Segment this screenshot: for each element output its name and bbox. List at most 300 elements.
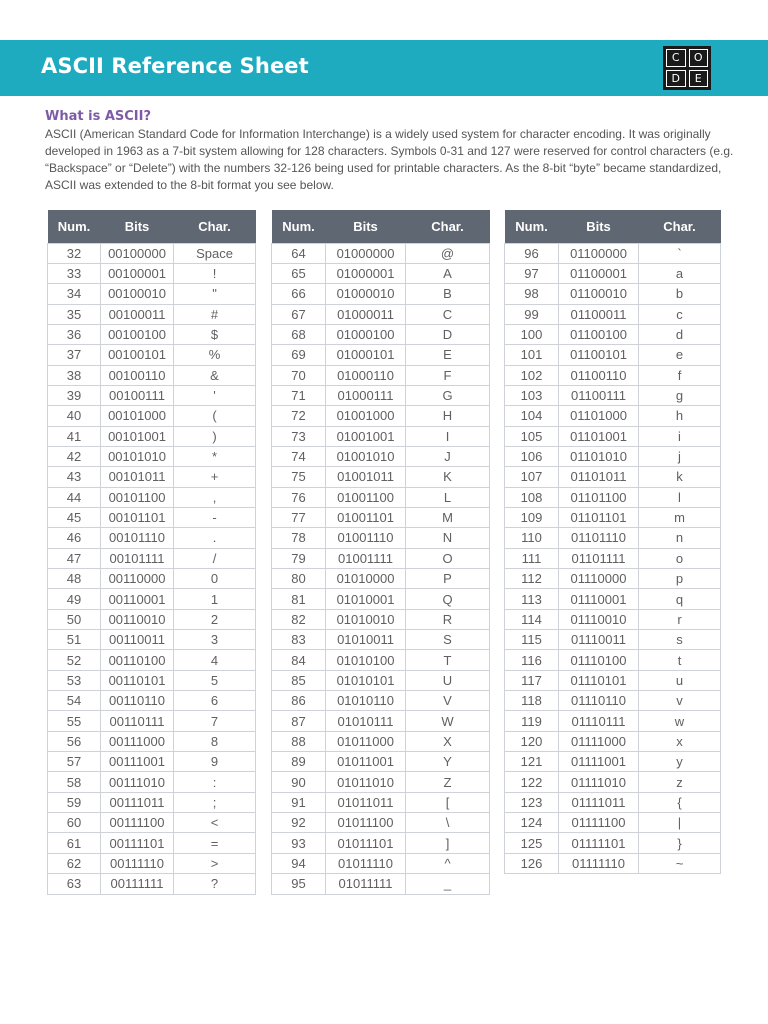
cell-bits: 01010001 bbox=[326, 589, 406, 609]
cell-bits: 00100111 bbox=[101, 385, 174, 405]
cell-bits: 01011111 bbox=[326, 874, 406, 894]
table-row bbox=[48, 711, 256, 731]
cell-char: b bbox=[639, 284, 721, 304]
cell-num: 58 bbox=[48, 772, 101, 792]
table-row bbox=[48, 365, 256, 385]
cell-num: 94 bbox=[272, 853, 326, 873]
cell-char: " bbox=[174, 284, 256, 304]
cell-num: 81 bbox=[272, 589, 326, 609]
cell-bits: 01011001 bbox=[326, 752, 406, 772]
cell-char: X bbox=[406, 731, 490, 751]
cell-bits: 00100100 bbox=[101, 324, 174, 344]
cell-bits: 01000100 bbox=[326, 324, 406, 344]
cell-char: x bbox=[639, 731, 721, 751]
cell-bits: 01011100 bbox=[326, 813, 406, 833]
cell-bits: 00110111 bbox=[101, 711, 174, 731]
cell-char: s bbox=[639, 630, 721, 650]
table-row bbox=[272, 691, 490, 711]
cell-num: 67 bbox=[272, 304, 326, 324]
cell-bits: 01101010 bbox=[559, 446, 639, 466]
cell-num: 125 bbox=[505, 833, 559, 853]
cell-num: 123 bbox=[505, 792, 559, 812]
cell-bits: 00101111 bbox=[101, 548, 174, 568]
table-row bbox=[272, 670, 490, 690]
table-row bbox=[48, 284, 256, 304]
intro-heading: What is ASCII? bbox=[45, 109, 152, 124]
cell-bits: 01010000 bbox=[326, 569, 406, 589]
cell-char: 2 bbox=[174, 609, 256, 629]
table-row bbox=[272, 528, 490, 548]
cell-num: 121 bbox=[505, 752, 559, 772]
table-row bbox=[272, 284, 490, 304]
cell-char: @ bbox=[406, 243, 490, 263]
cell-bits: 01011010 bbox=[326, 772, 406, 792]
cell-num: 91 bbox=[272, 792, 326, 812]
column-header-bits: Bits bbox=[559, 210, 639, 243]
table-row bbox=[272, 426, 490, 446]
cell-bits: 01110101 bbox=[559, 670, 639, 690]
cell-char: ' bbox=[174, 385, 256, 405]
cell-num: 49 bbox=[48, 589, 101, 609]
cell-num: 111 bbox=[505, 548, 559, 568]
cell-char: ? bbox=[174, 874, 256, 894]
cell-bits: 00111011 bbox=[101, 792, 174, 812]
cell-bits: 01010101 bbox=[326, 670, 406, 690]
cell-bits: 00110011 bbox=[101, 630, 174, 650]
cell-char: J bbox=[406, 446, 490, 466]
cell-char: P bbox=[406, 569, 490, 589]
cell-char: T bbox=[406, 650, 490, 670]
cell-bits: 01110100 bbox=[559, 650, 639, 670]
table-row bbox=[272, 385, 490, 405]
cell-bits: 01110010 bbox=[559, 609, 639, 629]
cell-num: 36 bbox=[48, 324, 101, 344]
logo-letter: O bbox=[689, 49, 709, 67]
cell-bits: 00111110 bbox=[101, 853, 174, 873]
cell-bits: 00101000 bbox=[101, 406, 174, 426]
logo-letter: C bbox=[666, 49, 686, 67]
table-row bbox=[505, 589, 721, 609]
cell-char: W bbox=[406, 711, 490, 731]
table-row bbox=[272, 650, 490, 670]
cell-num: 87 bbox=[272, 711, 326, 731]
cell-char: A bbox=[406, 263, 490, 283]
cell-num: 105 bbox=[505, 426, 559, 446]
cell-bits: 00100000 bbox=[101, 243, 174, 263]
cell-bits: 00111000 bbox=[101, 731, 174, 751]
cell-char: B bbox=[406, 284, 490, 304]
column-header-char: Char. bbox=[406, 210, 490, 243]
cell-bits: 01001010 bbox=[326, 446, 406, 466]
cell-num: 35 bbox=[48, 304, 101, 324]
cell-char: [ bbox=[406, 792, 490, 812]
cell-char: ! bbox=[174, 263, 256, 283]
cell-num: 64 bbox=[272, 243, 326, 263]
cell-num: 118 bbox=[505, 691, 559, 711]
cell-char: v bbox=[639, 691, 721, 711]
cell-num: 114 bbox=[505, 609, 559, 629]
intro-paragraph: ASCII (American Standard Code for Information Interchange) is a widely used system for character encoding. It was originally developed in 1963 as a 7-bit system allowing for 128 characters. Symbols 0-31 and 127 were reserved for control characters (e.g. “Backspace” or “Delete”) with the numbers 32-126 being used for printable characters. As the 8-bit “byte” became standardized, ASCII was extended to the 8-bit format you see below. bbox=[45, 127, 734, 192]
cell-num: 69 bbox=[272, 345, 326, 365]
cell-num: 32 bbox=[48, 243, 101, 263]
table-row bbox=[505, 711, 721, 731]
cell-num: 51 bbox=[48, 630, 101, 650]
cell-char: . bbox=[174, 528, 256, 548]
table-row bbox=[505, 406, 721, 426]
cell-num: 104 bbox=[505, 406, 559, 426]
cell-bits: 01001101 bbox=[326, 507, 406, 527]
table-row bbox=[505, 426, 721, 446]
table-row bbox=[272, 711, 490, 731]
cell-num: 74 bbox=[272, 446, 326, 466]
cell-char: ] bbox=[406, 833, 490, 853]
cell-num: 33 bbox=[48, 263, 101, 283]
logo-letter: D bbox=[666, 70, 686, 88]
cell-bits: 01100011 bbox=[559, 304, 639, 324]
cell-bits: 01100111 bbox=[559, 385, 639, 405]
cell-num: 97 bbox=[505, 263, 559, 283]
table-row bbox=[48, 467, 256, 487]
cell-char: Q bbox=[406, 589, 490, 609]
table-row bbox=[505, 528, 721, 548]
cell-char: ) bbox=[174, 426, 256, 446]
table-row bbox=[48, 630, 256, 650]
table-row bbox=[48, 589, 256, 609]
table-row bbox=[505, 609, 721, 629]
cell-char: S bbox=[406, 630, 490, 650]
cell-num: 82 bbox=[272, 609, 326, 629]
cell-bits: 00111001 bbox=[101, 752, 174, 772]
cell-char: t bbox=[639, 650, 721, 670]
table-row bbox=[505, 691, 721, 711]
table-row bbox=[272, 446, 490, 466]
cell-char: U bbox=[406, 670, 490, 690]
table-row bbox=[48, 324, 256, 344]
table-row bbox=[505, 630, 721, 650]
cell-bits: 01111011 bbox=[559, 792, 639, 812]
cell-char: Y bbox=[406, 752, 490, 772]
cell-num: 113 bbox=[505, 589, 559, 609]
cell-num: 42 bbox=[48, 446, 101, 466]
table-row bbox=[272, 874, 490, 894]
cell-char: V bbox=[406, 691, 490, 711]
table-row bbox=[505, 731, 721, 751]
cell-bits: 01000011 bbox=[326, 304, 406, 324]
cell-bits: 01001110 bbox=[326, 528, 406, 548]
table-row bbox=[272, 609, 490, 629]
cell-num: 62 bbox=[48, 853, 101, 873]
cell-bits: 01000000 bbox=[326, 243, 406, 263]
table-row bbox=[48, 670, 256, 690]
column-header-bits: Bits bbox=[101, 210, 174, 243]
table-row bbox=[48, 650, 256, 670]
cell-num: 115 bbox=[505, 630, 559, 650]
cell-bits: 01100100 bbox=[559, 324, 639, 344]
cell-num: 53 bbox=[48, 670, 101, 690]
cell-char: z bbox=[639, 772, 721, 792]
cell-num: 55 bbox=[48, 711, 101, 731]
cell-num: 59 bbox=[48, 792, 101, 812]
cell-char: O bbox=[406, 548, 490, 568]
cell-bits: 01101100 bbox=[559, 487, 639, 507]
cell-char: e bbox=[639, 345, 721, 365]
table-row bbox=[48, 528, 256, 548]
table-row bbox=[48, 833, 256, 853]
cell-char: D bbox=[406, 324, 490, 344]
ascii-table-2 bbox=[271, 210, 490, 895]
cell-num: 116 bbox=[505, 650, 559, 670]
cell-num: 100 bbox=[505, 324, 559, 344]
cell-num: 85 bbox=[272, 670, 326, 690]
table-row bbox=[505, 833, 721, 853]
cell-num: 45 bbox=[48, 507, 101, 527]
cell-bits: 01100000 bbox=[559, 243, 639, 263]
table-row bbox=[505, 324, 721, 344]
cell-num: 117 bbox=[505, 670, 559, 690]
cell-char: Z bbox=[406, 772, 490, 792]
table-row bbox=[48, 609, 256, 629]
cell-num: 96 bbox=[505, 243, 559, 263]
cell-char: C bbox=[406, 304, 490, 324]
table-row bbox=[48, 853, 256, 873]
cell-char: I bbox=[406, 426, 490, 446]
cell-num: 88 bbox=[272, 731, 326, 751]
cell-char: n bbox=[639, 528, 721, 548]
table-row bbox=[505, 385, 721, 405]
cell-char: Space bbox=[174, 243, 256, 263]
cell-num: 84 bbox=[272, 650, 326, 670]
column-header-num: Num. bbox=[48, 210, 101, 243]
cell-char: \ bbox=[406, 813, 490, 833]
cell-bits: 01100001 bbox=[559, 263, 639, 283]
table-row bbox=[48, 345, 256, 365]
cell-char: ; bbox=[174, 792, 256, 812]
cell-num: 57 bbox=[48, 752, 101, 772]
cell-bits: 01110110 bbox=[559, 691, 639, 711]
cell-bits: 00101011 bbox=[101, 467, 174, 487]
cell-bits: 01010011 bbox=[326, 630, 406, 650]
cell-num: 65 bbox=[272, 263, 326, 283]
table-row bbox=[505, 507, 721, 527]
cell-char: i bbox=[639, 426, 721, 446]
column-header-num: Num. bbox=[505, 210, 559, 243]
cell-char: # bbox=[174, 304, 256, 324]
cell-num: 61 bbox=[48, 833, 101, 853]
cell-num: 124 bbox=[505, 813, 559, 833]
cell-char: < bbox=[174, 813, 256, 833]
cell-bits: 01010111 bbox=[326, 711, 406, 731]
table-row bbox=[272, 345, 490, 365]
cell-bits: 01110011 bbox=[559, 630, 639, 650]
cell-bits: 00110001 bbox=[101, 589, 174, 609]
table-row bbox=[272, 731, 490, 751]
cell-num: 108 bbox=[505, 487, 559, 507]
cell-num: 106 bbox=[505, 446, 559, 466]
cell-char: F bbox=[406, 365, 490, 385]
cell-char: ( bbox=[174, 406, 256, 426]
cell-bits: 00100001 bbox=[101, 263, 174, 283]
cell-char: = bbox=[174, 833, 256, 853]
cell-char: g bbox=[639, 385, 721, 405]
cell-bits: 00101100 bbox=[101, 487, 174, 507]
cell-char: E bbox=[406, 345, 490, 365]
cell-num: 122 bbox=[505, 772, 559, 792]
cell-char: c bbox=[639, 304, 721, 324]
cell-num: 70 bbox=[272, 365, 326, 385]
cell-num: 60 bbox=[48, 813, 101, 833]
table-row bbox=[48, 263, 256, 283]
table-row bbox=[48, 487, 256, 507]
cell-bits: 01001001 bbox=[326, 426, 406, 446]
cell-bits: 01101111 bbox=[559, 548, 639, 568]
cell-char: u bbox=[639, 670, 721, 690]
cell-num: 44 bbox=[48, 487, 101, 507]
table-row bbox=[505, 752, 721, 772]
header-banner bbox=[0, 40, 768, 96]
cell-num: 40 bbox=[48, 406, 101, 426]
column-header-char: Char. bbox=[639, 210, 721, 243]
cell-char: o bbox=[639, 548, 721, 568]
cell-bits: 00111101 bbox=[101, 833, 174, 853]
table-row bbox=[505, 548, 721, 568]
cell-num: 48 bbox=[48, 569, 101, 589]
table-row bbox=[272, 365, 490, 385]
table-row bbox=[48, 385, 256, 405]
cell-char: j bbox=[639, 446, 721, 466]
cell-num: 120 bbox=[505, 731, 559, 751]
cell-char: | bbox=[639, 813, 721, 833]
cell-num: 63 bbox=[48, 874, 101, 894]
cell-char: & bbox=[174, 365, 256, 385]
cell-bits: 00110110 bbox=[101, 691, 174, 711]
cell-char: f bbox=[639, 365, 721, 385]
cell-bits: 00110100 bbox=[101, 650, 174, 670]
cell-bits: 01000110 bbox=[326, 365, 406, 385]
cell-num: 79 bbox=[272, 548, 326, 568]
cell-char: k bbox=[639, 467, 721, 487]
cell-num: 89 bbox=[272, 752, 326, 772]
table-row bbox=[272, 324, 490, 344]
cell-bits: 01011110 bbox=[326, 853, 406, 873]
cell-char: h bbox=[639, 406, 721, 426]
cell-char: ` bbox=[639, 243, 721, 263]
ascii-table-1 bbox=[47, 210, 256, 895]
cell-char: 4 bbox=[174, 650, 256, 670]
cell-bits: 00100010 bbox=[101, 284, 174, 304]
cell-bits: 00110010 bbox=[101, 609, 174, 629]
table-row bbox=[48, 507, 256, 527]
cell-bits: 00100011 bbox=[101, 304, 174, 324]
table-row bbox=[48, 813, 256, 833]
cell-bits: 01101000 bbox=[559, 406, 639, 426]
cell-bits: 01011011 bbox=[326, 792, 406, 812]
cell-num: 43 bbox=[48, 467, 101, 487]
table-row bbox=[48, 752, 256, 772]
cell-bits: 01111001 bbox=[559, 752, 639, 772]
cell-char: 1 bbox=[174, 589, 256, 609]
cell-char: L bbox=[406, 487, 490, 507]
cell-num: 71 bbox=[272, 385, 326, 405]
cell-char: l bbox=[639, 487, 721, 507]
cell-bits: 01000101 bbox=[326, 345, 406, 365]
cell-char: 8 bbox=[174, 731, 256, 751]
table-row bbox=[272, 467, 490, 487]
table-row bbox=[48, 691, 256, 711]
cell-num: 50 bbox=[48, 609, 101, 629]
cell-bits: 00101001 bbox=[101, 426, 174, 446]
table-row bbox=[505, 304, 721, 324]
table-row bbox=[48, 426, 256, 446]
table-row bbox=[505, 365, 721, 385]
cell-char: p bbox=[639, 569, 721, 589]
cell-bits: 01011101 bbox=[326, 833, 406, 853]
cell-bits: 01110001 bbox=[559, 589, 639, 609]
cell-char: / bbox=[174, 548, 256, 568]
cell-bits: 01110000 bbox=[559, 569, 639, 589]
page-title: ASCII Reference Sheet bbox=[41, 54, 309, 78]
cell-char: ^ bbox=[406, 853, 490, 873]
cell-char: , bbox=[174, 487, 256, 507]
cell-bits: 00111010 bbox=[101, 772, 174, 792]
table-header-row bbox=[272, 210, 490, 243]
cell-bits: 01111010 bbox=[559, 772, 639, 792]
table-row bbox=[272, 630, 490, 650]
table-row bbox=[272, 792, 490, 812]
column-header-bits: Bits bbox=[326, 210, 406, 243]
cell-num: 78 bbox=[272, 528, 326, 548]
cell-char: { bbox=[639, 792, 721, 812]
cell-char: y bbox=[639, 752, 721, 772]
cell-num: 68 bbox=[272, 324, 326, 344]
cell-bits: 01001011 bbox=[326, 467, 406, 487]
table-row bbox=[48, 548, 256, 568]
table-row bbox=[505, 670, 721, 690]
cell-num: 112 bbox=[505, 569, 559, 589]
table-row bbox=[48, 731, 256, 751]
table-row bbox=[272, 304, 490, 324]
table-row bbox=[48, 406, 256, 426]
cell-num: 76 bbox=[272, 487, 326, 507]
table-header-row bbox=[48, 210, 256, 243]
table-row bbox=[505, 345, 721, 365]
cell-bits: 01010010 bbox=[326, 609, 406, 629]
table-row bbox=[272, 406, 490, 426]
cell-char: } bbox=[639, 833, 721, 853]
cell-num: 99 bbox=[505, 304, 559, 324]
cell-bits: 01100101 bbox=[559, 345, 639, 365]
cell-char: _ bbox=[406, 874, 490, 894]
cell-bits: 01101101 bbox=[559, 507, 639, 527]
cell-char: H bbox=[406, 406, 490, 426]
cell-num: 90 bbox=[272, 772, 326, 792]
table-row bbox=[272, 263, 490, 283]
cell-num: 98 bbox=[505, 284, 559, 304]
table-row bbox=[272, 589, 490, 609]
cell-bits: 00111111 bbox=[101, 874, 174, 894]
cell-num: 75 bbox=[272, 467, 326, 487]
cell-num: 46 bbox=[48, 528, 101, 548]
table-row bbox=[48, 792, 256, 812]
cell-num: 119 bbox=[505, 711, 559, 731]
cell-num: 101 bbox=[505, 345, 559, 365]
cell-num: 38 bbox=[48, 365, 101, 385]
cell-bits: 01111000 bbox=[559, 731, 639, 751]
cell-char: w bbox=[639, 711, 721, 731]
column-header-char: Char. bbox=[174, 210, 256, 243]
table-row bbox=[272, 833, 490, 853]
table-row bbox=[505, 569, 721, 589]
cell-num: 92 bbox=[272, 813, 326, 833]
